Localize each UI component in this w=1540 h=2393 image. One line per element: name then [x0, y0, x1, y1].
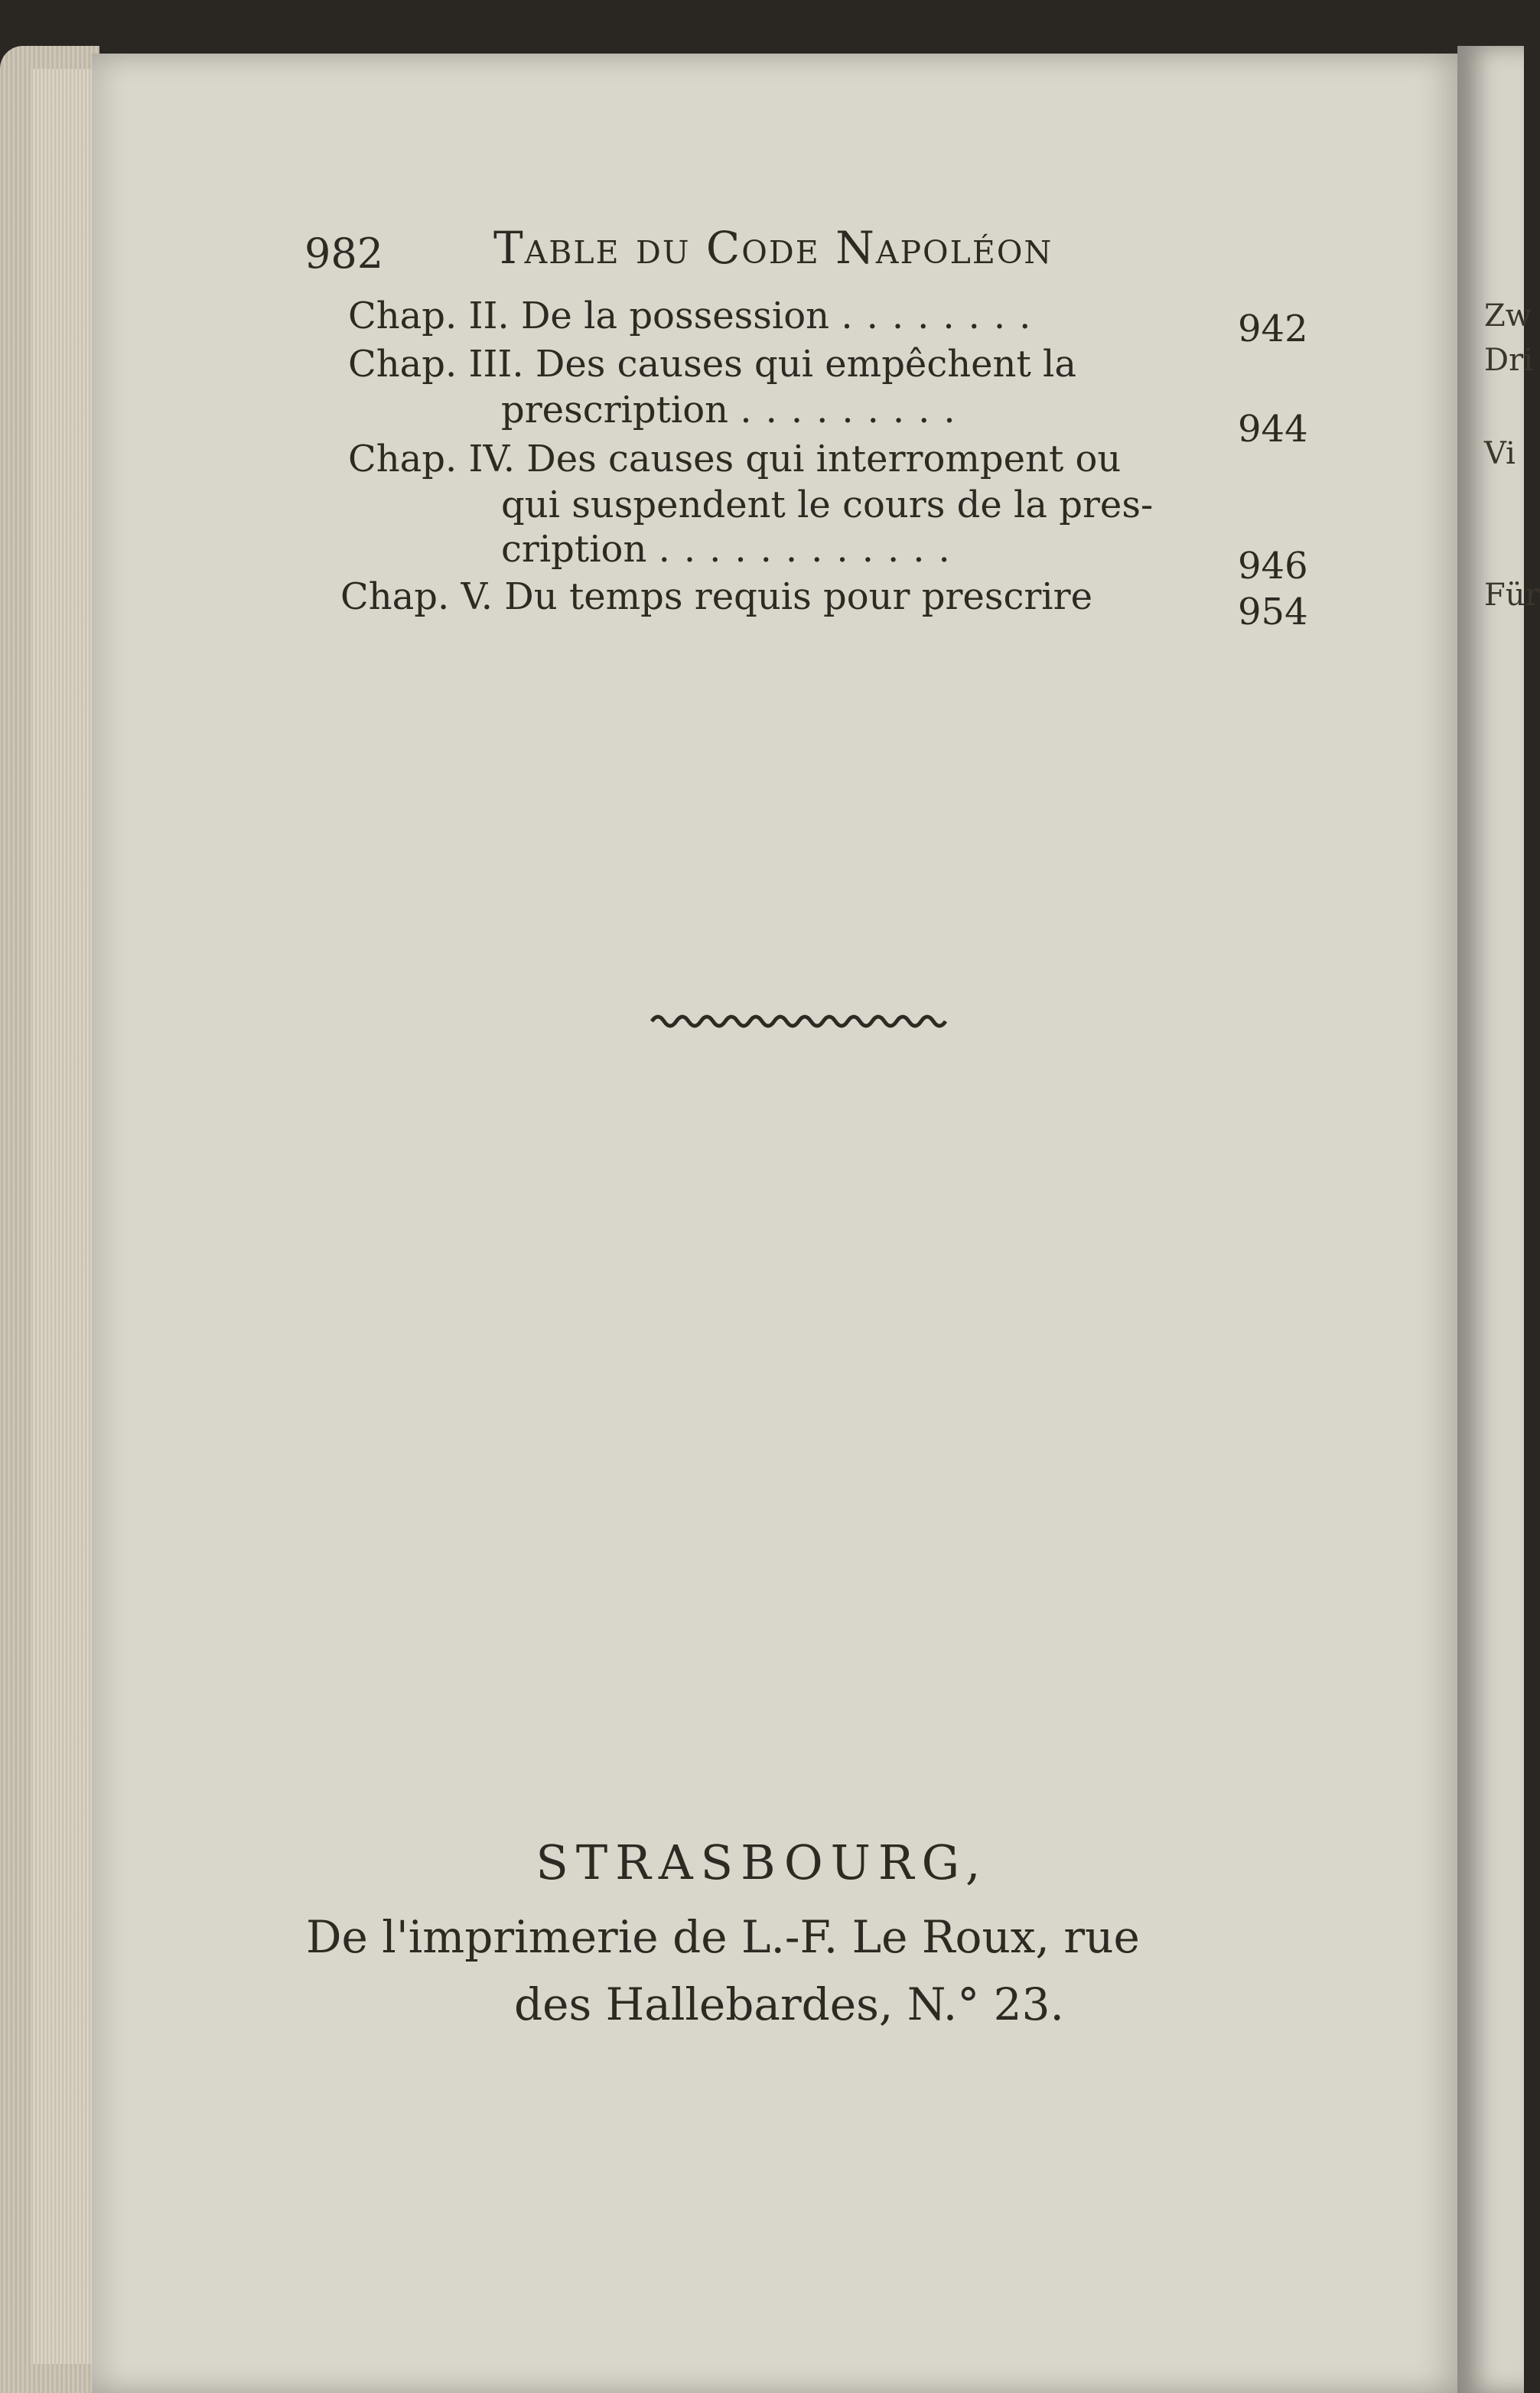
facing-page-fragment: Zw: [1484, 298, 1532, 334]
toc-entry: [348, 295, 1044, 337]
toc-entry: Chap. IV. Des causes qui interrompent ou: [348, 438, 1122, 480]
toc-entry-text: cription: [501, 528, 647, 571]
imprint-printer: De l'imprimerie de L.-F. Le Roux, rue: [306, 1911, 1140, 1963]
toc-entry-text: Chap. II. De la possession: [348, 295, 830, 337]
toc-entry-continuation: [501, 389, 969, 431]
toc-entry-continuation: [501, 528, 964, 571]
toc-page-number: 944: [1238, 408, 1308, 451]
toc-entry: Chap. V. Du temps requis pour prescrire: [340, 575, 1092, 618]
facing-page-fragment: Vi: [1484, 436, 1516, 471]
page-number: 982: [304, 230, 384, 278]
leader-dots: ............: [658, 528, 964, 571]
imprint-address: des Hallebardes, N.° 23.: [514, 1978, 1064, 2030]
leader-dots: ........: [841, 295, 1045, 337]
toc-page-number: 946: [1238, 545, 1308, 588]
toc-page-number: 954: [1238, 591, 1308, 633]
facing-page: [1457, 46, 1524, 2393]
toc-entry-continuation: qui suspendent le cours de la pres-: [501, 483, 1154, 526]
toc-entry-text: prescription: [501, 389, 729, 431]
facing-page-fragment: Dri: [1484, 343, 1533, 378]
imprint-city: STRASBOURG,: [536, 1835, 988, 1890]
wavy-ornament: [650, 1011, 952, 1031]
facing-page-fragment: Für: [1484, 578, 1540, 613]
toc-entry: Chap. III. Des causes qui empêchent la: [348, 343, 1076, 386]
running-title: Table du Code Napoléon: [493, 222, 1053, 274]
leader-dots: .........: [740, 389, 969, 431]
toc-page-number: 942: [1238, 308, 1308, 350]
